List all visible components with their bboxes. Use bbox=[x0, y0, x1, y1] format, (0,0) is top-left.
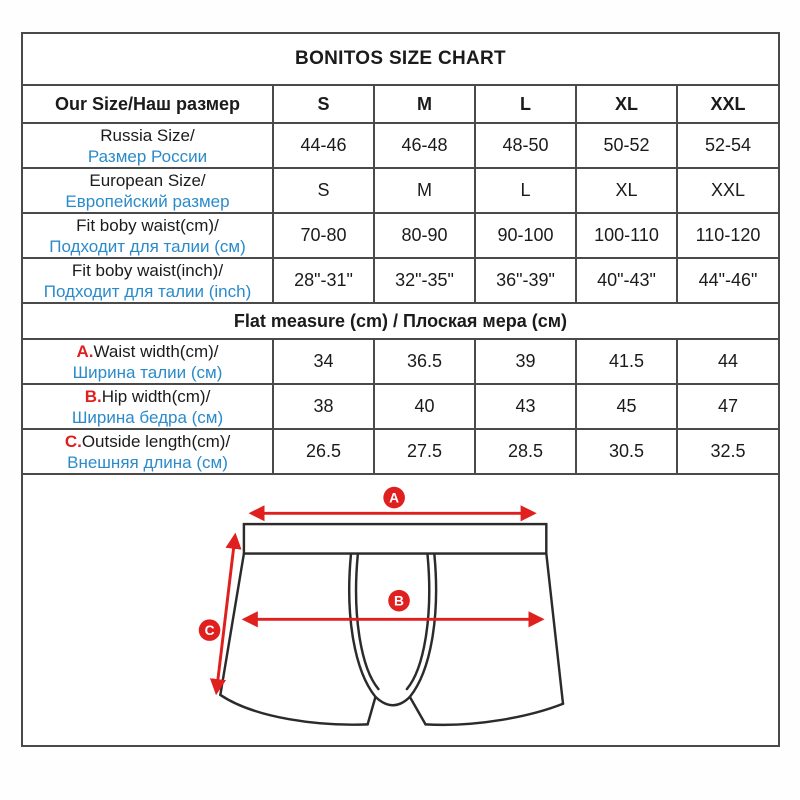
cell-value: 48-50 bbox=[475, 123, 576, 168]
measure-letter-c: C. bbox=[64, 431, 82, 451]
cell-value: 70-80 bbox=[273, 213, 374, 258]
cell-value: 45 bbox=[576, 384, 677, 429]
table-row-hip-width bbox=[22, 384, 779, 429]
cell-value: 44 bbox=[677, 339, 779, 384]
cell-value: 90-100 bbox=[475, 213, 576, 258]
row-label bbox=[22, 168, 273, 213]
header-our-size: Our Size/Наш размер bbox=[22, 85, 273, 123]
right-leg-hem bbox=[425, 704, 562, 725]
cell-value: 39 bbox=[475, 339, 576, 384]
row-label bbox=[22, 429, 273, 474]
row-label-ru: Ширина бедра (см) bbox=[71, 407, 224, 427]
row-label-en: Fit boby waist(cm)/ bbox=[76, 215, 219, 235]
row-label-ru: Подходит для талии (см) bbox=[49, 236, 246, 256]
row-label bbox=[22, 339, 273, 384]
cell-value: 32"-35" bbox=[374, 258, 475, 303]
cell-value: 80-90 bbox=[374, 213, 475, 258]
size-header-row bbox=[22, 85, 779, 123]
cell-value: 44"-46" bbox=[677, 258, 779, 303]
row-label-en-text: Hip width(cm)/ bbox=[101, 386, 211, 406]
cell-value: S bbox=[273, 168, 374, 213]
table-row-fit-waist-cm bbox=[22, 213, 779, 258]
diagram-cell bbox=[22, 474, 779, 746]
row-label-ru: Размер России bbox=[87, 146, 208, 166]
cell-value: 32.5 bbox=[677, 429, 779, 474]
header-size-s: S bbox=[273, 85, 374, 123]
header-size-xxl: XXL bbox=[677, 85, 779, 123]
row-label-en-text: Waist width(cm)/ bbox=[93, 341, 219, 361]
cell-value: M bbox=[374, 168, 475, 213]
row-label-en bbox=[23, 341, 272, 362]
cell-value: 40"-43" bbox=[576, 258, 677, 303]
pouch-seam-right-outer bbox=[409, 555, 435, 697]
row-label-en: European Size/ bbox=[89, 170, 206, 190]
cell-value: 28.5 bbox=[475, 429, 576, 474]
cell-value: XL bbox=[576, 168, 677, 213]
diagram-row bbox=[22, 474, 779, 746]
row-label-en: Russia Size/ bbox=[100, 125, 195, 145]
cell-value: XXL bbox=[677, 168, 779, 213]
table-row-european-size bbox=[22, 168, 779, 213]
badge-c-label: C bbox=[204, 623, 215, 639]
row-label-ru: Внешняя длина (см) bbox=[67, 452, 228, 472]
cell-value: 28"-31" bbox=[273, 258, 374, 303]
cell-value: 100-110 bbox=[576, 213, 677, 258]
badge-a-label: A bbox=[388, 490, 399, 506]
cell-value: L bbox=[475, 168, 576, 213]
table-row-outside-length bbox=[22, 429, 779, 474]
row-label-ru: Ширина талии (см) bbox=[72, 362, 223, 382]
cell-value: 41.5 bbox=[576, 339, 677, 384]
crotch-curve bbox=[375, 697, 409, 705]
cell-value: 27.5 bbox=[374, 429, 475, 474]
cell-value: 36.5 bbox=[374, 339, 475, 384]
row-label bbox=[22, 384, 273, 429]
boxer-measurement-diagram bbox=[25, 475, 777, 745]
row-label-ru: Подходит для талии (inch) bbox=[43, 281, 252, 301]
cell-value: 47 bbox=[677, 384, 779, 429]
waistband bbox=[243, 524, 545, 553]
right-outer-edge bbox=[546, 554, 563, 704]
row-label bbox=[22, 123, 273, 168]
measure-letter-b: B. bbox=[84, 386, 102, 406]
pouch-seam-left-outer bbox=[349, 555, 375, 697]
section-header-flat-measure: Flat measure (cm) / Плоская мера (см) bbox=[22, 303, 779, 339]
row-label bbox=[22, 213, 273, 258]
cell-value: 50-52 bbox=[576, 123, 677, 168]
row-label-ru: Европейский размер bbox=[65, 191, 230, 211]
cell-value: 52-54 bbox=[677, 123, 779, 168]
table-row-fit-waist-inch bbox=[22, 258, 779, 303]
cell-value: 46-48 bbox=[374, 123, 475, 168]
row-label-en bbox=[23, 431, 272, 452]
left-inner-leg bbox=[367, 697, 375, 724]
measure-letter-a: A. bbox=[76, 341, 94, 361]
size-chart-table bbox=[21, 32, 780, 747]
table-row-waist-width bbox=[22, 339, 779, 384]
header-size-l: L bbox=[475, 85, 576, 123]
header-size-xl: XL bbox=[576, 85, 677, 123]
row-label-en bbox=[23, 386, 272, 407]
cell-value: 34 bbox=[273, 339, 374, 384]
boxer-briefs-outline bbox=[220, 524, 563, 725]
cell-value: 38 bbox=[273, 384, 374, 429]
section-header-row bbox=[22, 303, 779, 339]
badge-b-label: B bbox=[393, 593, 404, 609]
table-row-russia-size bbox=[22, 123, 779, 168]
left-leg-hem bbox=[220, 695, 367, 725]
cell-value: 40 bbox=[374, 384, 475, 429]
header-size-m: M bbox=[374, 85, 475, 123]
cell-value: 36"-39" bbox=[475, 258, 576, 303]
title-row bbox=[22, 33, 779, 85]
cell-value: 44-46 bbox=[273, 123, 374, 168]
row-label-en-text: Outside length(cm)/ bbox=[81, 431, 231, 451]
cell-value: 30.5 bbox=[576, 429, 677, 474]
page-title: BONITOS SIZE CHART bbox=[22, 33, 779, 85]
cell-value: 26.5 bbox=[273, 429, 374, 474]
row-label-en: Fit boby waist(inch)/ bbox=[71, 260, 224, 280]
cell-value: 110-120 bbox=[677, 213, 779, 258]
cell-value: 43 bbox=[475, 384, 576, 429]
right-inner-leg bbox=[409, 697, 425, 724]
row-label bbox=[22, 258, 273, 303]
